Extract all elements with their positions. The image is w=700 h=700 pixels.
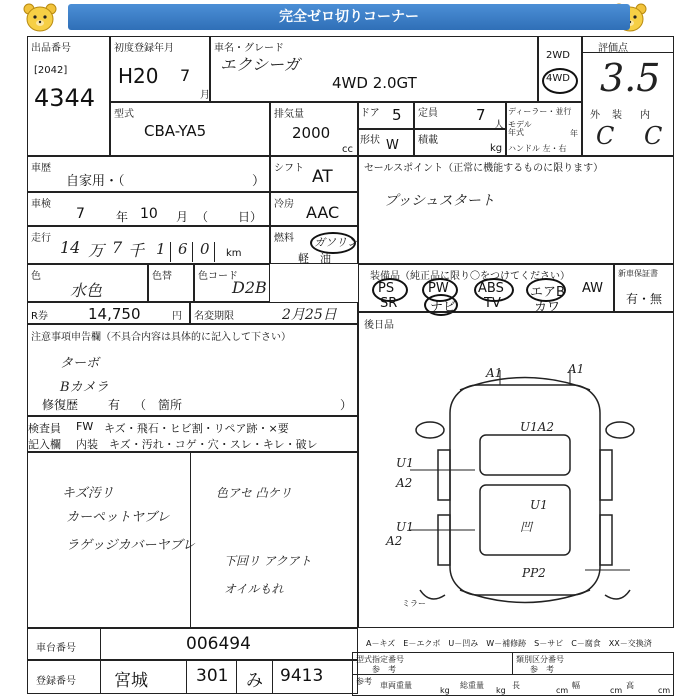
footer-total-unit: kg <box>496 686 506 695</box>
footer-len-unit: cm <box>556 686 569 695</box>
remark-6: オイルもれ <box>224 582 284 596</box>
diagram-u1a2-top: U1A2 <box>520 420 555 434</box>
drive-4wd: 4WD <box>546 73 570 84</box>
plate-class: 301 <box>196 666 229 686</box>
footer-weight-label: 車両重量 <box>380 681 412 690</box>
inspection-day-open: （ <box>196 210 209 224</box>
loading-unit: kg <box>490 143 503 154</box>
notes-label: 注意事項申告欄（不具合内容は具体的に記入して下さい） <box>31 332 291 343</box>
model-label: 型式 <box>114 109 134 120</box>
displacement-unit: cc <box>342 144 353 155</box>
score-int-label2: 装 <box>612 110 622 121</box>
inspector-row2: 内装 キズ・汚れ・コゲ・穴・スレ・キレ・破レ <box>76 438 318 451</box>
notes-line1: ターボ <box>60 356 100 371</box>
color-label: 色 <box>31 271 41 282</box>
inspection-month: 10 <box>140 206 158 222</box>
displacement-label: 排気量 <box>274 109 304 120</box>
footer-len-label: 長 <box>512 681 520 690</box>
footer-ref: 参考 <box>356 677 372 686</box>
rear-label: 後日品 <box>364 320 394 331</box>
score-int-label: 内 <box>640 110 650 121</box>
doors-label: ドア <box>360 108 380 119</box>
shape-value: W <box>386 138 399 153</box>
score-label: 評価点 <box>598 43 628 54</box>
mileage-unit: km <box>226 248 242 259</box>
chassis-label: 車台番号 <box>36 643 76 654</box>
banner-title: 完全ゼロ切りコーナー <box>68 4 630 30</box>
first-reg-era: H20 <box>118 64 159 88</box>
remark-1: キズ汚リ <box>62 486 114 501</box>
plate-region: 宮城 <box>114 671 148 691</box>
car-label: 車名・グレード <box>214 43 284 54</box>
diagram-pp-lower: PP2 <box>522 566 546 580</box>
score-ext-label: 外 <box>590 110 600 121</box>
bear-mascot-icon <box>22 2 58 34</box>
history-box <box>27 156 270 192</box>
history-value: 自家用・（ <box>66 174 125 189</box>
inspection-year: 7 <box>76 206 85 222</box>
inspection-day-unit: 日） <box>238 210 263 224</box>
sales-label: セールスポイント（正常に機能するものに限ります） <box>364 163 604 174</box>
diagram-a2-left: A2 <box>396 476 413 490</box>
footer-type-label: 型式指定番号 <box>356 655 404 664</box>
history-close: ） <box>252 174 266 189</box>
first-reg-month: 7 <box>180 66 191 85</box>
score-int-grade: C <box>644 122 663 150</box>
dealer-label: ディーラー・並行 <box>508 107 572 116</box>
color-value: 水色 <box>70 281 103 300</box>
color-replaced-label: 色替 <box>152 271 172 282</box>
notes-repair-part: （ 箇所 <box>134 398 183 412</box>
remark-3: ラゲッジカバーヤブレ <box>66 538 195 553</box>
footer-hei-label: 高 <box>626 681 634 690</box>
inspector-label1: 検査員 <box>28 422 61 435</box>
color-code-label: 色コード <box>198 271 238 282</box>
inspector-fw: FW <box>76 420 94 433</box>
equip-leather: カワ <box>534 300 561 315</box>
history-label: 車歴 <box>31 163 51 174</box>
mileage-label: 走行 <box>31 233 51 244</box>
equipment-label: 装備品（純正品に限り〇をつけてください） <box>370 271 570 282</box>
footer-type-sub: 参 考 <box>372 665 396 674</box>
warranty-value: 有・無 <box>626 292 663 306</box>
loading-label: 積載 <box>418 135 438 146</box>
score-ext-grade: C <box>596 122 615 150</box>
aircon-value: AAC <box>306 203 340 222</box>
capacity-label: 定員 <box>418 108 438 119</box>
equip-abs: ABS <box>478 281 504 296</box>
notes-repair-value: 有 <box>108 398 121 412</box>
plate-kana: み <box>246 671 263 691</box>
diagram-a1-left: A1 <box>486 366 503 380</box>
footer-class-sub: 参 考 <box>530 665 554 674</box>
footer-class-label: 類別区分番号 <box>516 655 564 664</box>
dealer-model-year: モデル年式 <box>508 120 532 137</box>
legend-text: A－キズ E－エクボ U－凹み W－補修跡 S－サビ C－腐食 XX－交換済 <box>366 639 652 648</box>
equip-ps: PS <box>378 281 395 296</box>
footer-wid-label: 幅 <box>572 681 580 690</box>
equip-tv: TV <box>484 296 501 311</box>
diagram-a2-lower: A2 <box>386 534 403 548</box>
inspector-label2: 記入欄 <box>28 438 61 451</box>
color-code: D2B <box>232 278 267 297</box>
shift-value: AT <box>312 167 333 187</box>
diagram-a1-right: A1 <box>568 362 585 376</box>
name-change-value: 2月25日 <box>282 307 337 323</box>
aircon-label: 冷房 <box>274 199 294 210</box>
first-reg-month-unit: 月 <box>200 90 210 101</box>
car-name: エクシーガ <box>220 55 300 74</box>
equip-aw: AW <box>582 281 604 296</box>
diagram-u1-center: U1 <box>530 498 548 512</box>
equip-airbag: エアB <box>530 285 565 300</box>
lot-number: 4344 <box>34 84 96 112</box>
notes-repair-close: ） <box>340 398 353 412</box>
score-value: 3.5 <box>600 56 661 100</box>
plate-label: 登録番号 <box>36 676 76 687</box>
notes-line2: Bカメラ <box>60 380 109 395</box>
lot-label: 出品番号 <box>31 43 71 54</box>
diagram-dent: 凹 <box>520 520 533 534</box>
first-reg-label: 初度登録年月 <box>114 43 174 54</box>
mileage-sen: 7 <box>112 238 123 257</box>
model-value: CBA-YA5 <box>144 122 207 140</box>
inspection-month-unit: 月 <box>176 210 189 224</box>
fuel-diesel: 軽 油 <box>298 252 331 265</box>
remark-2: カーペットヤブレ <box>66 510 170 525</box>
capacity-unit: 人 <box>494 120 504 131</box>
shape-label: 形状 <box>360 135 380 146</box>
chassis-value: 006494 <box>186 634 251 654</box>
dealer-handle: ハンドル 左・右 <box>508 144 567 153</box>
plate-number: 9413 <box>280 666 324 686</box>
name-change-label: 名変期限 <box>194 311 234 322</box>
equip-sr: SR <box>380 296 398 311</box>
footer-hei-unit: cm <box>658 686 671 695</box>
fuel-label: 燃料 <box>274 233 294 244</box>
displacement-value: 2000 <box>292 124 331 142</box>
dealer-year-unit: 年 <box>570 129 578 138</box>
mileage-man-unit: 万 <box>88 241 105 260</box>
footer-weight-unit: kg <box>440 686 450 695</box>
capacity-value: 7 <box>476 106 486 124</box>
mileage-sen-unit: 千 <box>128 241 145 260</box>
car-grade: 4WD 2.0GT <box>332 74 417 92</box>
r-ticket-unit: 円 <box>172 311 182 322</box>
equip-pw: PW <box>428 281 449 296</box>
r-ticket-value: 14,750 <box>88 305 141 323</box>
r-ticket-label: R券 <box>31 311 48 322</box>
equip-navi: ナビ <box>430 300 457 315</box>
remark-5: 下回リ アクアト <box>224 554 312 568</box>
diagram-mirror: ミラー <box>402 599 426 608</box>
footer-total-label: 総重量 <box>460 681 484 690</box>
warranty-label: 新車保証書 <box>618 269 658 278</box>
inspection-label: 車検 <box>31 199 51 210</box>
drive-2wd: 2WD <box>546 50 570 61</box>
mileage-ju: 6 <box>178 240 188 258</box>
sales-text: プッシュスタート <box>384 193 495 209</box>
doors-value: 5 <box>392 106 402 124</box>
mileage-ichi: 0 <box>200 240 210 258</box>
inspection-year-unit: 年 <box>116 210 129 224</box>
diagram-u1-left: U1 <box>396 456 414 470</box>
diagram-u1-lower: U1 <box>396 520 414 534</box>
inspector-row1: キズ・飛石・ヒビ割・リペア跡・×要 <box>104 422 289 435</box>
remark-4: 色アセ 凸ケリ <box>216 486 292 500</box>
shift-label: シフト <box>274 163 304 174</box>
mileage-hyaku: 1 <box>156 240 166 258</box>
mileage-man: 14 <box>60 238 81 257</box>
lot-small: [2042] <box>34 65 68 76</box>
fuel-handwritten: ガソリン <box>314 236 358 249</box>
notes-repair-label: 修復歴 <box>42 398 79 412</box>
footer-wid-unit: cm <box>610 686 623 695</box>
